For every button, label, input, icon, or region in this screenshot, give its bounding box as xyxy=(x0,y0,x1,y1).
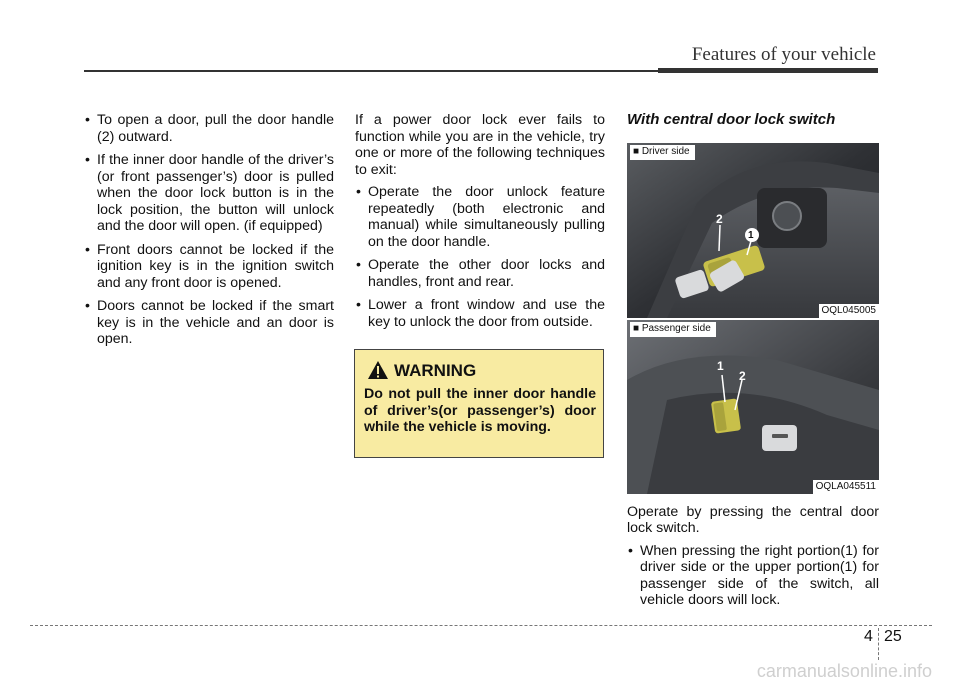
list-item: • Operate the door unlock feature repeatedly (both electronic and manual) while simultaneously pulling on the door handle. xyxy=(355,184,605,250)
watermark: carmanualsonline.info xyxy=(756,661,932,681)
bullet-list xyxy=(627,543,879,609)
bullet-list xyxy=(355,184,605,330)
list-item: • If the inner door handle of the driver’s (or front passenger’s) door is pulled when the door lock button is in the lock position, the button will unlock and the door will open. (if equipped) xyxy=(84,152,334,235)
footer-rule xyxy=(30,625,932,626)
list-item: • Operate the other door locks and handles, front and rear. xyxy=(355,257,605,290)
list-item: • Lower a front window and use the key to unlock the door from outside. xyxy=(355,297,605,330)
warning-triangle-icon xyxy=(367,360,389,380)
passenger-side-photo xyxy=(627,320,879,494)
column-1 xyxy=(84,112,334,355)
section-heading: With central door lock switch xyxy=(627,111,836,128)
column-2 xyxy=(355,112,605,337)
section-number: 4 xyxy=(864,628,873,645)
warning-text: Do not pull the inner door handle of driver’s(or passenger’s) door while the vehicle is moving. xyxy=(364,386,596,435)
list-item: • To open a door, pull the door handle (2) outward. xyxy=(84,112,334,145)
header-title: Features of your vehicle xyxy=(691,44,876,65)
callout-1: 1 xyxy=(717,358,724,373)
header-rule-accent xyxy=(658,68,878,73)
callout-2: 2 xyxy=(739,368,746,383)
photo-code: OQLA045511 xyxy=(813,480,879,494)
photo-code: OQL045005 xyxy=(819,304,880,318)
bullet-list xyxy=(84,112,334,348)
column-3 xyxy=(627,112,879,616)
callout-2: 2 xyxy=(716,211,723,226)
page-number-divider xyxy=(878,628,879,660)
driver-side-photo xyxy=(627,143,879,318)
list-item: • Doors cannot be locked if the smart key is in the vehicle and an door is open. xyxy=(84,298,334,348)
instruction-paragraph: Operate by pressing the central door lock switch. xyxy=(627,503,879,536)
list-item: • Front doors cannot be locked if the ignition key is in the ignition switch and any front door is opened. xyxy=(84,242,334,292)
page-number: 25 xyxy=(884,628,902,645)
warning-label: WARNING xyxy=(394,361,477,380)
list-item: • When pressing the right portion(1) for driver side or the upper portion(1) for passenger side of the switch, all vehicle doors will lock. xyxy=(627,543,879,609)
callout-1: 1 xyxy=(748,229,754,241)
passenger-side-label: ■ Passenger side xyxy=(630,322,716,337)
intro-paragraph: If a power door lock ever fails to function while you are in the vehicle, try one or more of the following techniques to exit: xyxy=(355,112,605,178)
driver-side-label: ■ Driver side xyxy=(630,145,695,160)
passenger-switch-illustration xyxy=(627,320,879,494)
warning-box xyxy=(354,349,604,458)
